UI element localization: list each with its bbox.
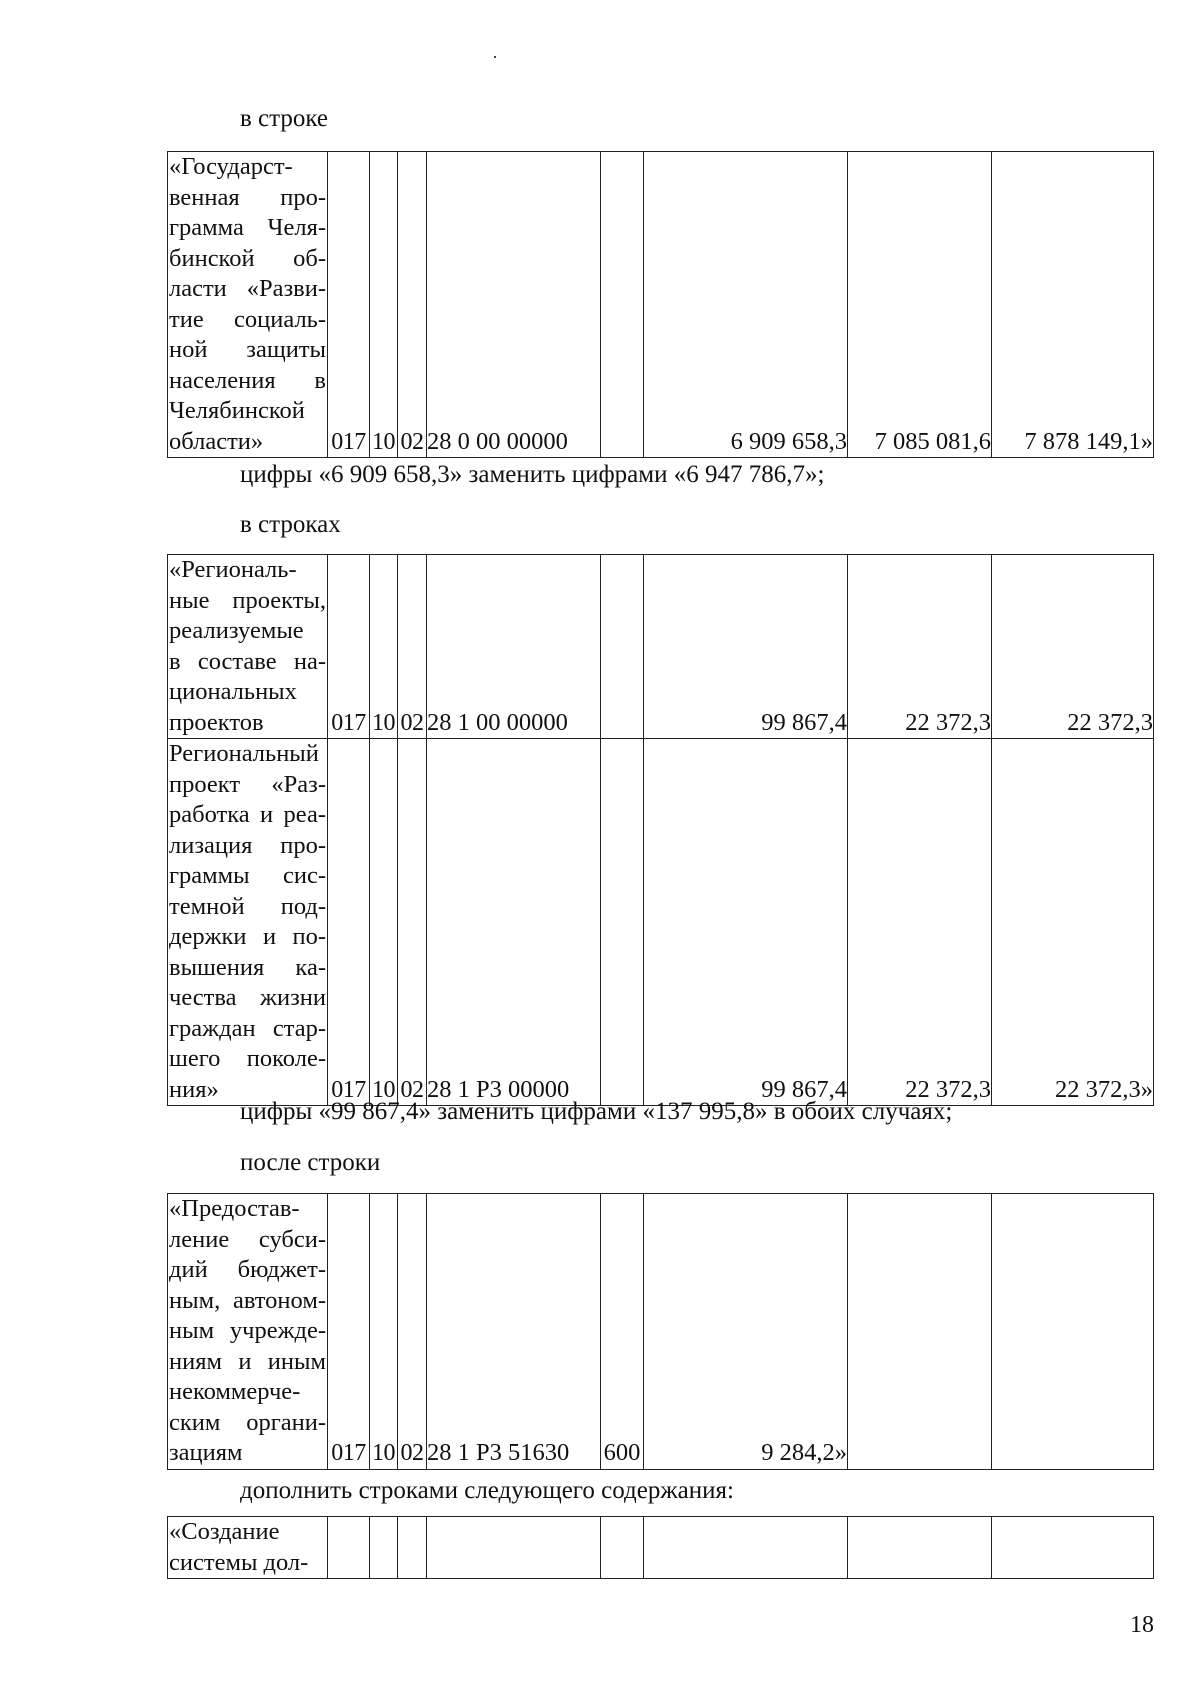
row-name-line: «Региональ- bbox=[169, 556, 297, 583]
row-name-line: ниям и иным bbox=[169, 1347, 326, 1375]
row-name-line: в составе на- bbox=[169, 647, 326, 675]
amount-2021-cell bbox=[644, 1517, 848, 1579]
table-row bbox=[168, 1517, 1154, 1579]
ministry-code-cell bbox=[328, 1517, 370, 1579]
subsection-code-cell bbox=[398, 152, 427, 458]
expense-type-cell bbox=[601, 1517, 644, 1579]
intro-text: после строки bbox=[240, 1149, 381, 1176]
section-code-cell bbox=[370, 555, 398, 739]
row-name-line: проектов bbox=[169, 708, 264, 736]
amount-2023-cell bbox=[992, 152, 1154, 458]
budget-table bbox=[167, 151, 1154, 458]
amount-2021-cell bbox=[644, 555, 848, 739]
ministry-code-value: 017 bbox=[331, 709, 366, 736]
ministry-code-cell bbox=[328, 1194, 370, 1470]
target-article-value: 28 1 P3 51630 bbox=[427, 1439, 570, 1466]
row-name-line: области» bbox=[169, 427, 264, 455]
row-name-line: реализуемые bbox=[169, 617, 304, 644]
expense-type-cell bbox=[601, 555, 644, 739]
amount-2021-cell bbox=[644, 152, 848, 458]
amount-2022-cell bbox=[848, 1517, 992, 1579]
row-name-line: лизация про- bbox=[169, 831, 326, 859]
subsection-code-cell bbox=[398, 739, 427, 1106]
amount-2023-cell bbox=[992, 739, 1154, 1106]
target-article-cell bbox=[427, 152, 601, 458]
row-name-line: циональных bbox=[169, 678, 297, 705]
subsection-code-value: 02 bbox=[400, 709, 424, 736]
scan-speck bbox=[494, 56, 496, 58]
amount-2022-cell bbox=[848, 1194, 992, 1470]
amount-2022-cell bbox=[848, 555, 992, 739]
amount-2022-value: 7 085 081,6 bbox=[874, 427, 991, 455]
table-row bbox=[168, 152, 1154, 458]
row-name-cell bbox=[168, 1517, 328, 1579]
subsection-code-value: 02 bbox=[400, 428, 424, 455]
page-number: 18 bbox=[1130, 1612, 1154, 1638]
row-name-line: ным, автоном- bbox=[169, 1286, 326, 1314]
target-article-value: 28 1 P3 00000 bbox=[427, 1075, 570, 1103]
subsection-code-cell bbox=[398, 555, 427, 739]
amount-2021-value: 9 284,2» bbox=[761, 1439, 847, 1466]
instruction-text: цифры «6 909 658,3» заменить цифрами «6 947 786,7»; bbox=[240, 461, 825, 488]
amount-2023-cell bbox=[992, 1194, 1154, 1470]
row-name-line: «Предостав- bbox=[169, 1195, 300, 1222]
row-name-line: ния» bbox=[169, 1075, 219, 1103]
target-article-value: 28 0 00 00000 bbox=[427, 427, 568, 455]
section-code-cell bbox=[370, 739, 398, 1106]
row-name-line: зациям bbox=[169, 1439, 243, 1466]
row-name-line: чества жизни bbox=[169, 984, 326, 1011]
row-name-line: тие социаль- bbox=[169, 305, 326, 333]
section-code-value: 10 bbox=[372, 709, 395, 736]
row-name-line: «Создание bbox=[169, 1518, 280, 1545]
target-article-cell bbox=[427, 555, 601, 739]
instruction-text: цифры «99 867,4» заменить цифрами «137 995,8» в обоих случаях; bbox=[240, 1098, 953, 1125]
section-code-cell bbox=[370, 152, 398, 458]
section-code-cell bbox=[370, 1517, 398, 1579]
expense-type-cell bbox=[601, 1194, 644, 1470]
row-name-line: ным учрежде- bbox=[169, 1317, 326, 1344]
section-code-cell bbox=[370, 1194, 398, 1470]
row-name-line: некоммерче- bbox=[169, 1378, 301, 1405]
section-code-value: 10 bbox=[372, 1440, 395, 1466]
subsection-code-cell bbox=[398, 1517, 427, 1579]
ministry-code-value: 017 bbox=[331, 1076, 366, 1103]
table-row bbox=[168, 739, 1154, 1106]
row-name-line: бинской об- bbox=[169, 244, 326, 272]
row-name-line: дий бюджет- bbox=[169, 1256, 326, 1283]
expense-type-cell bbox=[601, 152, 644, 458]
amount-2021-value: 99 867,4 bbox=[761, 708, 847, 736]
target-article-cell bbox=[427, 739, 601, 1106]
section-code-value: 10 bbox=[372, 1076, 395, 1103]
row-name-line: вышения ка- bbox=[169, 953, 326, 981]
amount-2022-value: 22 372,3 bbox=[905, 708, 991, 736]
table-row bbox=[168, 1194, 1154, 1470]
row-name-line: проект «Раз- bbox=[169, 770, 326, 798]
row-name-line: «Государст- bbox=[169, 153, 293, 180]
row-name-line: ные проекты, bbox=[169, 586, 326, 614]
instruction-text: дополнить строками следующего содержания: bbox=[240, 1477, 734, 1504]
row-name-line: шего поколе- bbox=[169, 1045, 326, 1072]
subsection-code-value: 02 bbox=[400, 1076, 424, 1103]
row-name-line: граммы сис- bbox=[169, 862, 326, 889]
row-name-cell bbox=[168, 152, 328, 458]
row-name-line: грамма Челя- bbox=[169, 214, 326, 241]
row-name-line: Региональный bbox=[169, 740, 319, 767]
row-name-line: венная про- bbox=[169, 183, 326, 211]
ministry-code-cell bbox=[328, 555, 370, 739]
subsection-code-cell bbox=[398, 1194, 427, 1470]
subsection-code-value: 02 bbox=[400, 1440, 424, 1466]
intro-text: в строке bbox=[240, 105, 329, 132]
row-name-line: ление субси- bbox=[169, 1225, 326, 1253]
row-name-line: темной под- bbox=[169, 892, 326, 920]
ministry-code-value: 017 bbox=[331, 1440, 366, 1466]
table-row bbox=[168, 555, 1154, 739]
amount-2023-value: 7 878 149,1» bbox=[1024, 427, 1153, 455]
amount-2023-value: 22 372,3 bbox=[1067, 708, 1153, 736]
expense-type-cell bbox=[601, 739, 644, 1106]
amount-2022-cell bbox=[848, 739, 992, 1106]
row-name-line: ласти «Разви- bbox=[169, 275, 326, 302]
budget-table bbox=[167, 554, 1154, 1106]
row-name-line: Челябинской bbox=[169, 397, 305, 424]
intro-text: в строках bbox=[240, 511, 341, 538]
amount-2021-cell bbox=[644, 1194, 848, 1470]
amount-2021-value: 6 909 658,3 bbox=[730, 427, 847, 455]
section-code-value: 10 bbox=[372, 428, 395, 455]
budget-table bbox=[167, 1193, 1154, 1470]
ministry-code-value: 017 bbox=[331, 428, 366, 455]
amount-2021-value: 99 867,4 bbox=[761, 1075, 847, 1103]
target-article-cell bbox=[427, 1194, 601, 1470]
amount-2023-value: 22 372,3» bbox=[1055, 1075, 1153, 1103]
ministry-code-cell bbox=[328, 739, 370, 1106]
expense-type-value: 600 bbox=[603, 1439, 641, 1466]
ministry-code-cell bbox=[328, 152, 370, 458]
amount-2023-cell bbox=[992, 1517, 1154, 1579]
target-article-value: 28 1 00 00000 bbox=[427, 708, 568, 736]
row-name-line: держки и по- bbox=[169, 923, 326, 950]
amount-2021-cell bbox=[644, 739, 848, 1106]
row-name-line: граждан стар- bbox=[169, 1014, 326, 1042]
row-name-cell bbox=[168, 739, 328, 1106]
row-name-line: работка и реа- bbox=[169, 801, 326, 828]
row-name-line: ским органи- bbox=[169, 1408, 326, 1436]
row-name-line: системы дол- bbox=[169, 1548, 309, 1576]
row-name-line: ной защиты bbox=[169, 336, 326, 363]
budget-table bbox=[167, 1516, 1154, 1579]
amount-2022-value: 22 372,3 bbox=[905, 1075, 991, 1103]
row-name-line: населения в bbox=[169, 366, 326, 394]
row-name-cell bbox=[168, 1194, 328, 1470]
amount-2022-cell bbox=[848, 152, 992, 458]
amount-2023-cell bbox=[992, 555, 1154, 739]
row-name-cell bbox=[168, 555, 328, 739]
target-article-cell bbox=[427, 1517, 601, 1579]
